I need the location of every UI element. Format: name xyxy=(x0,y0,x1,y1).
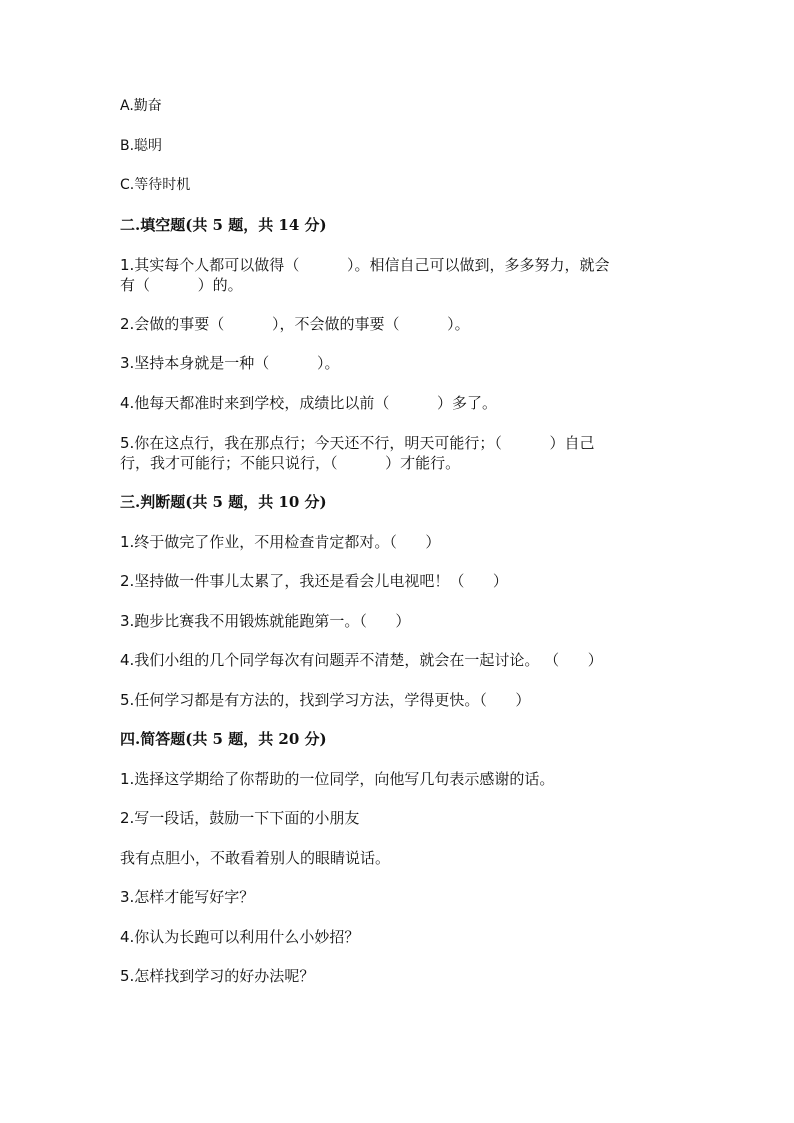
short-answer-q4: 4.你认为长跑可以利用什么小妙招？ xyxy=(120,928,360,946)
option-a: A.勤奋 xyxy=(120,98,162,114)
fill-blank-q1-line1: 1.其实每个人都可以做得（ ）。相信自己可以做到，多多努力，就会 xyxy=(120,256,610,274)
true-false-q3: 3.跑步比赛我不用锻炼就能跑第一。（ ） xyxy=(120,612,411,630)
true-false-q2: 2.坚持做一件事儿太累了，我还是看会儿电视吧！（ ） xyxy=(120,572,508,590)
fill-blank-q2: 2.会做的事要（ ），不会做的事要（ ）。 xyxy=(120,315,470,333)
fill-blank-q5-line1: 5.你在这点行，我在那点行；今天还不行，明天可能行；（ ）自己 xyxy=(120,434,595,452)
section-heading-fill-blank: 二.填空题(共 5 题，共 14 分) xyxy=(120,216,327,234)
true-false-q4: 4.我们小组的几个同学每次有问题弄不清楚，就会在一起讨论。 （ ） xyxy=(120,651,603,669)
short-answer-q1: 1.选择这学期给了你帮助的一位同学，向他写几句表示感谢的话。 xyxy=(120,770,555,788)
fill-blank-q1-line2: 有（ ）的。 xyxy=(120,276,243,294)
fill-blank-q4: 4.他每天都准时来到学校，成绩比以前（ ）多了。 xyxy=(120,394,497,412)
option-c: C.等待时机 xyxy=(120,177,191,193)
short-answer-q2-text: 我有点胆小，不敢看着别人的眼睛说话。 xyxy=(120,849,391,867)
option-b: B.聪明 xyxy=(120,138,163,154)
short-answer-q3: 3.怎样才能写好字？ xyxy=(120,888,255,906)
fill-blank-q3: 3.坚持本身就是一种（ ）。 xyxy=(120,354,340,372)
section-heading-true-false: 三.判断题(共 5 题，共 10 分) xyxy=(120,493,327,511)
section-heading-short-answer: 四.简答题(共 5 题，共 20 分) xyxy=(120,730,327,748)
short-answer-q2: 2.写一段话，鼓励一下下面的小朋友 xyxy=(120,809,360,827)
fill-blank-q5-line2: 行，我才可能行；不能只说行，（ ）才能行。 xyxy=(120,454,461,472)
true-false-q1: 1.终于做完了作业，不用检查肯定都对。（ ） xyxy=(120,533,441,551)
short-answer-q5: 5.怎样找到学习的好办法呢？ xyxy=(120,967,315,985)
true-false-q5: 5.任何学习都是有方法的，找到学习方法，学得更快。（ ） xyxy=(120,691,531,709)
